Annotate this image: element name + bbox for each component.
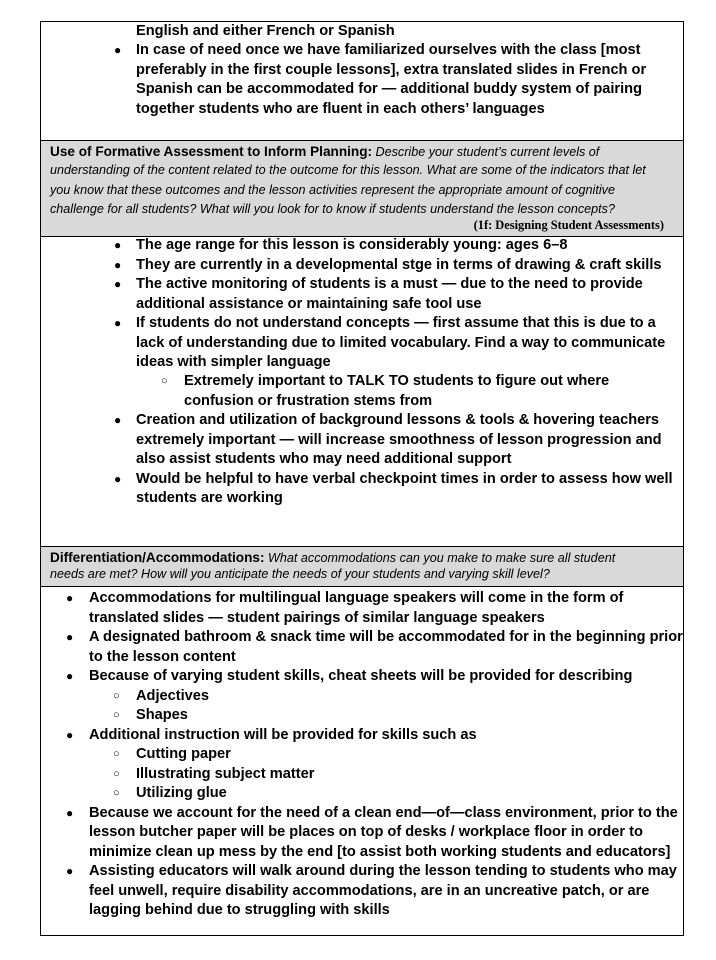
- section-label: Differentiation/Accommodations:: [50, 550, 265, 565]
- list-item: Accommodations for multilingual language speakers will come in the form of: [89, 590, 624, 606]
- list-item-continued: preferably in the first couple lessons], extra translated slides in French or: [136, 61, 647, 78]
- list-item-continued: translated slides — student pairings of similar language speakers: [89, 609, 545, 626]
- bullet-icon: ●: [114, 413, 122, 427]
- differentiation-header: [41, 546, 683, 586]
- section-description: What accommodations can you make to make sure all student: [268, 551, 616, 565]
- bullet-icon: ●: [114, 43, 122, 57]
- list-item: Because we account for the need of a clean end—of—class environment, prior to the: [89, 804, 678, 821]
- bullet-icon: ●: [66, 805, 74, 820]
- list-item: If students do not understand concepts — first assume that this is due to a: [136, 315, 656, 331]
- list-item-continued: together students who are fluent in each others’ languages: [136, 100, 545, 117]
- sub-list-item: Cutting paper: [136, 746, 231, 762]
- sub-list-item: Utilizing glue: [136, 785, 227, 801]
- list-item-continued: students are working: [136, 490, 283, 506]
- sub-list-item-continued: confusion or frustration stems from: [184, 392, 433, 409]
- hollow-bullet-icon: ○: [113, 787, 120, 799]
- list-item-continued: ideas with simpler language: [136, 354, 331, 370]
- formative-assessment-content: [41, 236, 683, 546]
- hollow-bullet-icon: ○: [113, 748, 120, 760]
- section-description: challenge for all students? What will you look for to know if students understand the lesson concepts?: [50, 201, 615, 216]
- list-item-continued: lesson butcher paper will be places on top of desks / workplace floor in order to: [89, 824, 643, 840]
- list-item-continued: lagging behind due to struggling with skills: [89, 902, 390, 918]
- continuation-row: [41, 22, 683, 140]
- bullet-icon: ●: [114, 277, 122, 291]
- list-item: Assisting educators will walk around during the lesson tending to students who may: [89, 863, 677, 879]
- list-item-continued: feel unwell, require disability accommodations, are in an uncreative patch, or are: [89, 882, 650, 899]
- list-item: Creation and utilization of background lessons & tools & hovering teachers: [136, 412, 660, 428]
- bullet-icon: ●: [114, 471, 122, 486]
- sub-list-item: Adjectives: [136, 687, 210, 704]
- formative-assessment-header: [41, 140, 683, 236]
- sub-list-item: Extremely important to TALK TO students to figure out where: [184, 373, 610, 389]
- list-item-continued: lack of understanding due to limited vocabulary. Find a way to communicate: [136, 334, 666, 351]
- standard-reference: (1f: Designing Student Assessments): [473, 218, 664, 232]
- section-description: needs are met? How will you anticipate the needs of your students and varying skill level?: [50, 566, 550, 581]
- bullet-icon: ●: [114, 238, 122, 252]
- hollow-bullet-icon: ○: [113, 689, 120, 702]
- list-item-continued: additional assistance or maintaining safe tool use: [136, 295, 482, 312]
- list-item-continued: English and either French or Spanish: [136, 23, 395, 39]
- list-item-continued: to the lesson content: [89, 648, 236, 665]
- sub-list-item: Illustrating subject matter: [136, 765, 315, 782]
- differentiation-content: [41, 586, 683, 935]
- list-item-continued: minimize clean up mess by the end [to assist both working students and educators]: [89, 843, 671, 860]
- section-description: understanding of the content related to the outcome for this lesson. What are some of the indicators that let: [50, 163, 646, 177]
- bullet-icon: ●: [66, 864, 74, 878]
- list-item: They are currently in a developmental stge in terms of drawing & craft skills: [136, 256, 662, 273]
- list-item: In case of need once we have familiarized ourselves with the class [most: [136, 42, 641, 58]
- bullet-icon: ●: [66, 727, 74, 742]
- section-label: Use of Formative Assessment to Inform Planning:: [50, 144, 373, 159]
- list-item-continued: extremely important — will increase smoothness of lesson progression and: [136, 431, 662, 448]
- bullet-icon: ●: [66, 669, 74, 683]
- bullet-icon: ●: [114, 316, 122, 330]
- list-item: A designated bathroom & snack time will be accommodated for in the beginning prior: [89, 629, 683, 645]
- list-item-continued: Spanish can be accommodated for — additional buddy system of pairing: [136, 81, 642, 97]
- sub-list-item: Shapes: [136, 707, 188, 723]
- section-description: you know that these outcomes and the lesson activities represent the appropriate amount of cognitive: [50, 182, 615, 197]
- bullet-icon: ●: [66, 630, 74, 644]
- list-item: The active monitoring of students is a must — due to the need to provide: [136, 276, 643, 292]
- bullet-icon: ●: [66, 591, 74, 605]
- hollow-bullet-icon: ○: [113, 709, 120, 721]
- hollow-bullet-icon: ○: [113, 767, 120, 780]
- bullet-icon: ●: [114, 257, 122, 272]
- list-item: Additional instruction will be provided for skills such as: [89, 726, 477, 743]
- list-item: The age range for this lesson is considerably young: ages 6–8: [136, 237, 568, 253]
- lesson-plan-table: [40, 21, 684, 936]
- list-item: Because of varying student skills, cheat sheets will be provided for describing: [89, 668, 633, 684]
- list-item-continued: also assist students who may need additional support: [136, 451, 512, 467]
- hollow-bullet-icon: ○: [161, 375, 168, 387]
- list-item: Would be helpful to have verbal checkpoint times in order to assess how well: [136, 470, 673, 487]
- section-description: Describe your student’s current levels of: [375, 145, 600, 159]
- formative-header-line-1: [50, 142, 599, 162]
